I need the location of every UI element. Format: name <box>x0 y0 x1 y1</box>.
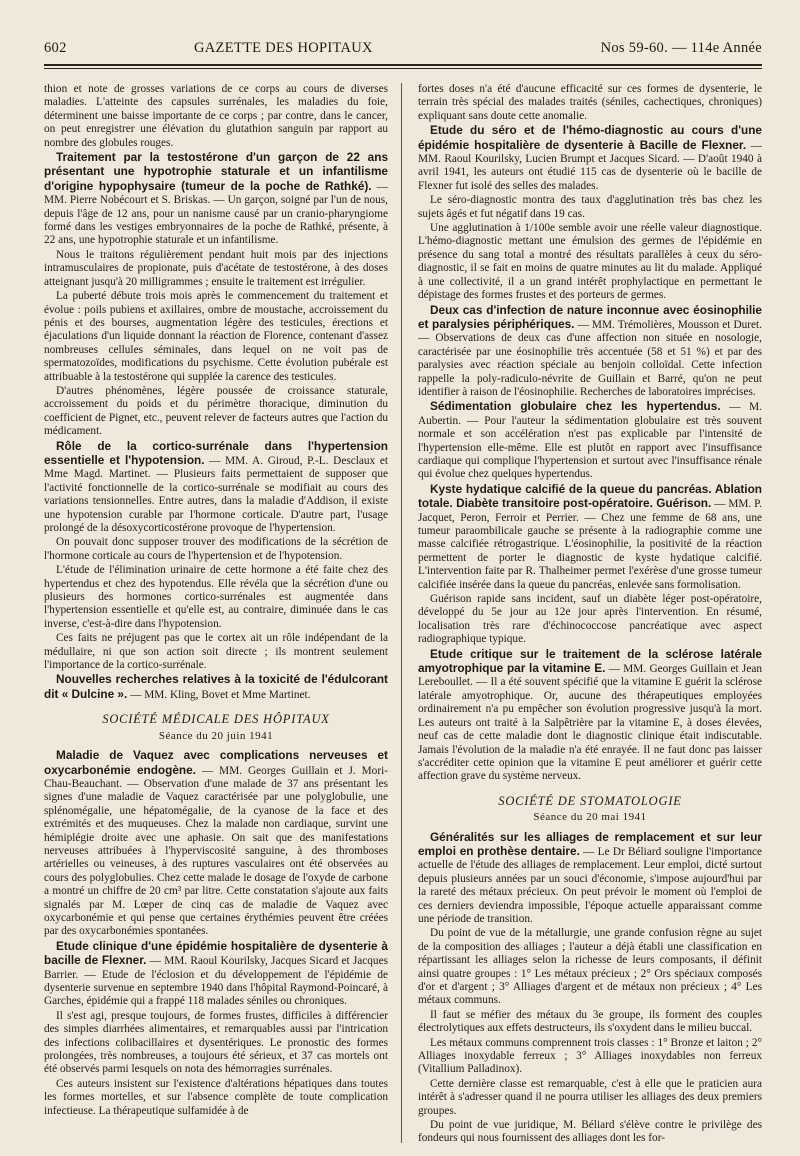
paragraph: Guérison rapide sans incident, sauf un diabète léger post-opératoire, développé du 5e jour au 12e jour après l'intervention. En résumé, localisation très rare d'échinococcose pancréatique avec aspect radiographique typique. <box>418 593 762 646</box>
two-column-body <box>44 83 762 1143</box>
article-text: — Le Dr Béliard souligne l'importance actuelle de l'étude des alliages de remplacement. Leur emploi, dicté surtout depuis plusieurs années par un souci d'économie, s'impose aujourd'hui par la rareté des métaux précieux. On peut prévoir le moment où l'emploi de ces derniers deviendra impossible, l'époque actuelle apparaissant comme une période de transition. <box>418 845 762 925</box>
paragraph: Une agglutination à 1/100e semble avoir une réelle valeur diagnostique. L'hémo-diagnostic mettant une émulsion des germes de l'épidémie en présence du sang total a montré des résultats parallèles à ceux du séro-diagnostic, il se fait en moins de quatre minutes au lit du malade. Appliqué à une collectivité, il a un grand intérêt prophylactique en permettant le dépistage des formes frustes et des porteurs de germes. <box>418 222 762 302</box>
article-title: Maladie de Vaquez avec complications nerveuses et oxycarbonémie endogène. <box>44 748 388 777</box>
article-title: Nouvelles recherches relatives à la toxicité de l'édulcorant dit « Dulcine ». <box>44 672 388 701</box>
article-title: Etude critique sur le traitement de la sclérose latérale amyotrophique par la vitamine E. <box>418 646 762 676</box>
article-paragraph <box>44 440 388 536</box>
article-paragraph <box>44 749 388 939</box>
header-rule <box>44 64 762 66</box>
paragraph: Il faut se méfier des métaux du 3e groupe, ils forment des couples électrolytiques aux effets destructeurs, ils s'oxydent dans le milieu buccal. <box>418 1008 762 1035</box>
article-paragraph <box>418 648 762 784</box>
paragraph: Le séro-diagnostic montra des taux d'agglutination très bas chez les sujets âgés et fut négatif dans 19 cas. <box>418 194 762 220</box>
paragraph: thion et note de grosses variations de ce corps au cours de diverses maladies. L'atteinte des capsules surrénales, les maladies du foie, déterminent une baisse importante de ce corps ; par contre, dans le cancer, on peut enregistrer une élévation du glutathion sanguin par rapport au nombre des globules rouges. <box>44 83 388 149</box>
article-text: — MM. Raoul Kourilsky, Lucien Brumpt et Jacques Sicard. — D'août 1940 à avril 1941, les auteurs ont étudié 115 cas de dysenterie où le bacille de Flexner fut isolé des selles des malades. <box>418 139 762 192</box>
paragraph: Du point de vue de la métallurgie, une grande confusion règne au sujet de la composition des alliages ; l'auteur a déjà établi une classification en répartissant les alliages selon la richesse de leurs composants, il définit ainsi quatre groupes : 1° Les métaux précieux ; 2° Ors spéciaux composés d'or et d'argent ; 3° Alliages d'argent et de métaux non précieux ; 4° Les métaux communs. <box>418 927 762 1007</box>
paragraph: Il s'est agi, presque toujours, de formes frustes, difficiles à différencier des simples diarrhées alimentaires, et remarquables aussi par l'intrication des infections colibacillaires et dysentériques. Le pronostic des formes prolongées, très nombreuses, a toujours été sérieux, et 37 cas mortels ont été observés parmi lesquels on nota des hémorragies surrénales. <box>44 1009 388 1076</box>
paragraph: fortes doses n'a été d'aucune efficacité sur ces formes de dysenterie, le terrain très spécial des malades traités (séniles, cachectiques, chroniques) expliquant sans doute cette anomalie. <box>418 83 762 122</box>
page-number: 602 <box>44 40 67 56</box>
article-title: Deux cas d'infection de nature inconnue avec éosinophilie et paralysies périphériques. <box>418 302 762 331</box>
article-text: — MM. A. Giroud, P.-L. Desclaux et Mme Magd. Martinet. — Plusieurs faits permettaient de supposer que l'activité fonctionnelle de la cortico-surrénale se modifiait au cours des variations tensionnelles. Entre autres, dans la maladie d'Addison, il existe une hypotension curable par l'hormone corticale. D'autre part, l'usage prolongé de la désoxycorticostérone provoque de l'hypertension. <box>44 454 388 534</box>
left-column <box>44 83 388 1143</box>
article-title: Etude du séro et de l'hémo-diagnostic au cours d'une épidémie hospitalière de dysenterie à Bacille de Flexner. <box>418 123 762 152</box>
article-paragraph <box>418 483 762 592</box>
article-paragraph <box>418 831 762 927</box>
paragraph: Nous le traitons régulièrement pendant huit mois par des injections intramusculaires de propionate, puis d'acétate de testostérone, à des doses atteignant jusqu'à 20 milligrammes ; ensuite le traitement est irrégulier. <box>44 248 388 288</box>
paragraph: La puberté débute trois mois après le commencement du traitement et évolue : poils pubiens et axillaires, ombre de moustache, accroissement du pénis et des bourses, augmentation légère des testicules, érections et éjaculations d'un liquide donnant la réaction de Florence, contenant d'assez nombreuses cellules séminales, dans lequel on ne voit pas de spermatozoïdes, modifications du psychisme. Cette évolution pubérale est attribuable à la testostérone qui supplée la carence des testicules. <box>44 290 388 383</box>
article-text: — MM. Kling, Bovet et Mme Martinet. <box>130 688 311 701</box>
paragraph: Ces faits ne préjugent pas que le cortex ait un rôle indépendant de la médullaire, ni que son action soit directe ; ils montrent seulement l'importance de la cortico-surrénale. <box>44 632 388 672</box>
paragraph: Du point de vue juridique, M. Béliard s'élève contre le privilège des fondeurs qui nous fournissent des alliages dont les for- <box>418 1119 762 1143</box>
article-title: Traitement par la testostérone d'un garçon de 22 ans présentant une hypotrophie staturale et un infantilisme d'origine hypophysaire (tumeur de la poche de Rathké). <box>44 150 388 193</box>
paragraph: Ces auteurs insistent sur l'existence d'altérations hépatiques dans toutes les formes mortelles, et sur l'absence complète de toute complication infectieuse. La thérapeutique sulfamidée à de <box>44 1077 388 1117</box>
article-text: — M. Aubertin. — Pour l'auteur la sédimentation globulaire est très souvent normale et son accélération n'est pas explicable par l'intensité de l'hypertension elle-même. Elle est plutôt en rapport avec l'insuffisance cardiaque qui complique l'hypertension et surtout avec l'insuffisance rénale qui évolue chez quelques hypertendus. <box>418 401 762 481</box>
article-title: Rôle de la cortico-surrénale dans l'hypertension essentielle et l'hypotension. <box>44 438 388 467</box>
right-column <box>418 83 762 1143</box>
article-text: — MM. Raoul Kourilsky, Jacques Sicard et Jacques Barrier. — Etude de l'éclosion et du développement de l'épidémie de dysenterie survenue en septembre 1940 dans l'hôpital Raymond-Poincaré, à Garches, épidémie qui a frappé 118 malades séniles ou chroniques. <box>44 955 388 1008</box>
article-title: Généralités sur les alliages de remplacement et sur leur emploi en prothèse dentaire. <box>418 829 762 858</box>
column-divider <box>401 83 402 1143</box>
issue-number: Nos 59-60. — 114e Année <box>600 40 762 56</box>
article-text: — MM. P. Jacquet, Peron, Ferroir et Perrier. — Chez une femme de 68 ans, une tumeur paraombilicale gauche se présente à la radiographie comme une masse calcifiée rétrogastrique. L'éosinophilie, la positivité de la réaction permettent de porter le diagnostic de kyste hydatique calcifié. L'intervention faite par R. Thalheimer permet l'exérèse d'une grosse tumeur calcifiée insérée dans la queue du pancréas, enlevée sans formolisation. <box>418 498 762 591</box>
article-paragraph <box>44 151 388 248</box>
society-heading: SOCIÉTÉ MÉDICALE DES HÔPITAUX <box>102 712 330 727</box>
article-text: — MM. Trémolières, Mousson et Duret. — Observations de deux cas d'une affection non située en nosologie, caractérisée par une éosinophilie très accentuée (58 et 51 %) et par des paralysies avec réaction spéciale au benjoin colloïdal. Cette infection rappelle la poly-radiculo-névrite de Guillain et Barré, qu'on ne peut identifier à raison de l'éosinophilie. Recherches de laboratoires imprécises. <box>418 318 762 398</box>
journal-title: GAZETTE DES HOPITAUX <box>194 40 373 56</box>
paragraph: L'étude de l'élimination urinaire de cette hormone a été faite chez des hypertendus et chez des hypotendus. Elle révéla que la sécrétion d'une ou plusieurs des hormones cortico-surrénales est augmentée dans l'hypertension essentielle et qu'elle est, au contraire, diminuée dans le cas inverse, c'est-à-dire dans l'hypotension. <box>44 564 388 630</box>
article-text: — MM. Pierre Nobécourt et S. Briskas. — Un garçon, soigné par l'un de nous, depuis l'âge de 12 ans, pour un nanisme causé par un cranio-pharyngiome formé dans les vestiges embryonnaires de la poche de Rathké, présente, à 22 ans, une hypotrophie staturale et un infantilisme. <box>44 180 388 247</box>
header-rule-thin <box>44 68 762 69</box>
page-header <box>44 40 762 62</box>
article-title: Etude clinique d'une épidémie hospitalière de dysenterie à bacille de Flexner. <box>44 938 388 968</box>
article-paragraph <box>44 940 388 1009</box>
society-heading: SOCIÉTÉ DE STOMATOLOGIE <box>498 793 682 808</box>
article-text: — MM. Georges Guillain et J. Mori-Chau-Beauchant. — Observation d'une malade de 37 ans présentant les signes d'une maladie de Vaquez caractérisée par une polyglobulie, une splénomégalie, une hépatomégalie, de la cyanose de la face et des extrémités et des muqueuses. Chez la malade non cardiaque, survint une hémiplégie droite avec une aphasie. On sait que des manifestations nerveuses attribuées à l'hyperviscosité sanguine, à des thromboses artérielles ou veineuses, à des ruptures vasculaires ont été observées au cours des polyglobulies. Chez cette malade le dosage de l'oxyde de carbone a montré un chiffre de 20 cm³ par litre. Cette constatation s'ajoute aux faits signalés par M. Lœper de cinq cas de maladie de Vaquez avec oxycarbonémie et qui pense que certaines érythémies peuvent être créées par des oxycarbonémies spontanées. <box>44 764 388 938</box>
article-paragraph <box>418 124 762 193</box>
article-paragraph <box>44 673 388 702</box>
article-paragraph <box>418 400 762 481</box>
paragraph: D'autres phénomènes, légère poussée de croissance staturale, accroissement du poids et du périmètre thoracique, diminution du coefficient de Pignet, etc., peuvent relever de facteurs autres que l'action du médicament. <box>44 384 388 438</box>
paragraph: Les métaux communs comprennent trois classes : 1° Bronze et laiton ; 2° Alliages inoxydable ferreux ; 3° Alliages inoxydables non ferreux (Vitallium Palladinox). <box>418 1036 762 1076</box>
article-title: Sédimentation globulaire chez les hypertendus. <box>430 399 721 414</box>
session-date: Séance du 20 juin 1941 <box>158 729 274 742</box>
article-title: Kyste hydatique calcifié de la queue du pancréas. Ablation totale. Diabète transitoire post-opératoire. Guérison. <box>418 481 762 511</box>
paragraph: Cette dernière classe est remarquable, c'est à elle que le praticien aura intérêt à s'adresser quand il ne pourra utiliser les alliages des deux premiers groupes. <box>418 1077 762 1117</box>
paragraph: On pouvait donc supposer trouver des modifications de la sécrétion de l'hormone corticale au cours de l'hypertension et de l'hypotension. <box>44 536 388 562</box>
article-text: — MM. Georges Guillain et Jean Lereboullet. — Il a été souvent spécifié que la vitamine E guérit la sclérose latérale amyotrophique. Or, aucune des thérapeutiques employées ordinairement n'a pu empêcher son évolution progressive jusqu'à la mort. Les auteurs ont traité à la Salpêtrière par la vitamine E, à doses élevées, neuf cas de cette maladie dont le diagnostic clinique était indiscutable. Jamais l'évolution de la maladie n'a été enrayée. Il ne faut donc pas laisser s'accréditer cette opinion que la vitamine E peut améliorer et guérir cette affection grave du système nerveux. <box>418 663 762 783</box>
article-paragraph <box>418 304 762 400</box>
session-date: Séance du 20 mai 1941 <box>533 811 647 824</box>
